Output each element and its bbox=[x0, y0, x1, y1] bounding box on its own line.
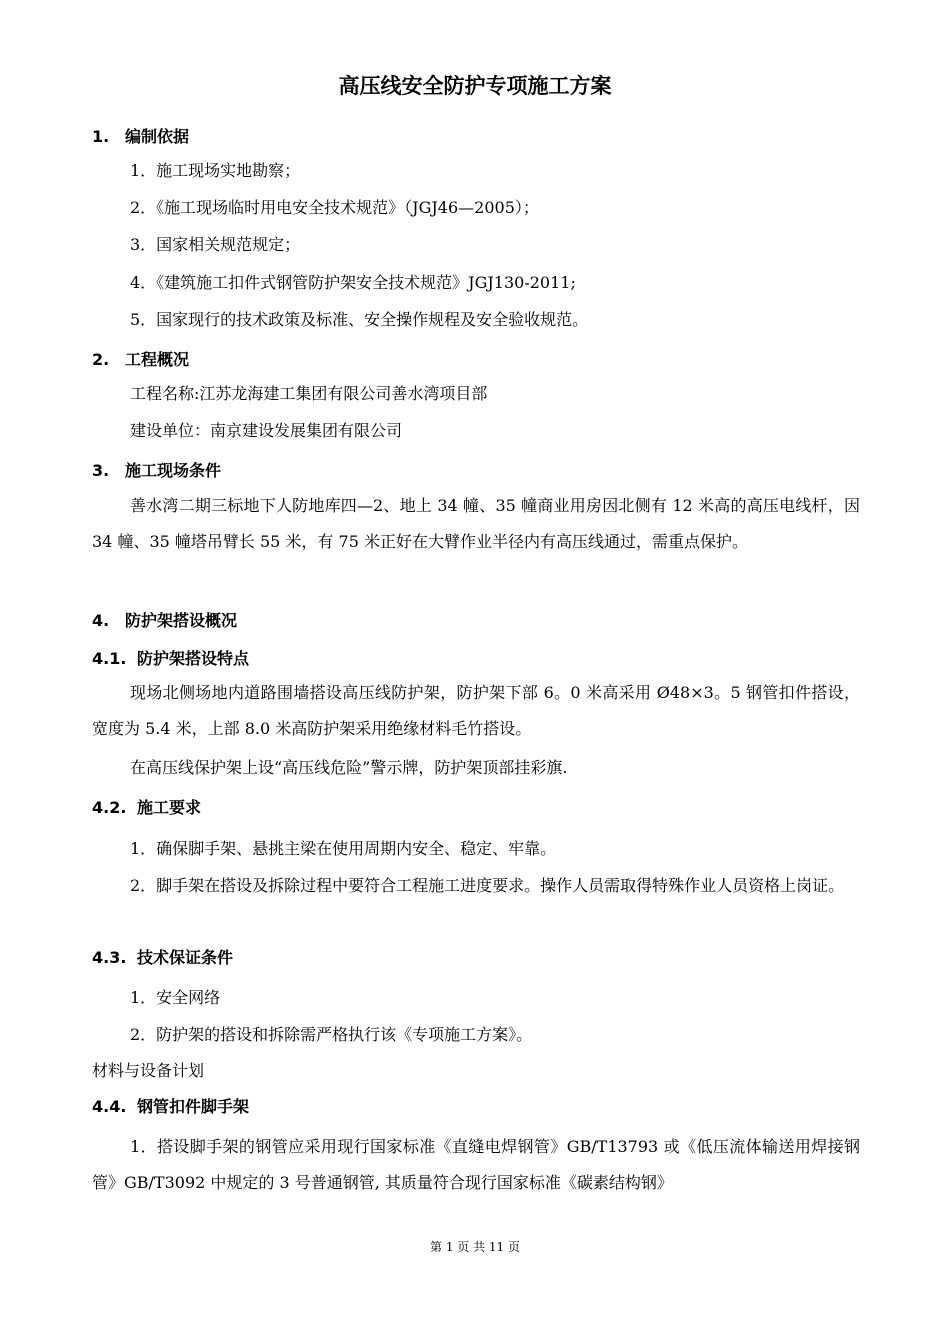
paragraph: 1．搭设脚手架的钢管应采用现行国家标准《直缝电焊钢管》GB/T13793 或《低压流体输送用焊接钢管》GB/T3092 中规定的 3 号普通钢管, 其质量符合现行国家标准《碳素结构钢》 bbox=[92, 1137, 860, 1192]
list-item: 1．确保脚手架、悬挑主梁在使用周期内安全、稳定、牢靠。 bbox=[130, 839, 557, 858]
section-3-heading bbox=[92, 458, 221, 481]
list-item: 3．国家相关规范规定； bbox=[130, 235, 301, 254]
section-4-3-heading bbox=[92, 945, 233, 968]
section-title: 钢管扣件脚手架 bbox=[137, 1097, 250, 1116]
section-title: 防护架搭设概况 bbox=[125, 611, 238, 630]
section-number: 4. bbox=[92, 611, 110, 630]
builder-line: 建设单位：南京建设发展集团有限公司 bbox=[130, 421, 403, 440]
section-4-2-heading bbox=[92, 795, 201, 818]
page-footer: 第 1 页 共 11 页 bbox=[430, 1240, 520, 1254]
section-1-heading bbox=[92, 124, 189, 147]
list-item: 4．《建筑施工扣件式钢管防护架安全技术规范》JGJ130-2011; bbox=[130, 273, 576, 292]
section-title: 施工要求 bbox=[137, 798, 202, 817]
section-number: 4.3. bbox=[92, 948, 127, 967]
section-title: 编制依据 bbox=[125, 127, 190, 146]
section-title: 技术保证条件 bbox=[137, 948, 234, 967]
section-4-1-heading bbox=[92, 646, 249, 669]
section-number: 3. bbox=[92, 461, 110, 480]
plain-text-line: 材料与设备计划 bbox=[92, 1061, 205, 1080]
section-title: 施工现场条件 bbox=[125, 461, 222, 480]
list-item: 1．安全网络 bbox=[130, 988, 221, 1007]
paragraph: 现场北侧场地内道路围墙搭设高压线防护架，防护架下部 6。0 米高采用 Ø48×3。5 钢管扣件搭设，宽度为 5.4 米，上部 8.0 米高防护架采用绝缘材料毛竹搭设。 bbox=[92, 683, 860, 738]
paragraph: 在高压线保护架上设“高压线危险”警示牌，防护架顶部挂彩旗. bbox=[130, 758, 568, 777]
section-number: 4.2. bbox=[92, 798, 127, 817]
section-number: 4.4. bbox=[92, 1097, 127, 1116]
project-name-line: 工程名称:江苏龙海建工集团有限公司善水湾项目部 bbox=[130, 384, 488, 403]
section-number: 4.1. bbox=[92, 649, 127, 668]
section-4-heading bbox=[92, 608, 237, 631]
document-title: 高压线安全防护专项施工方案 bbox=[338, 74, 612, 98]
list-item: 5．国家现行的技术政策及标准、安全操作规程及安全验收规范。 bbox=[130, 310, 589, 329]
section-title: 工程概况 bbox=[125, 350, 190, 369]
list-item: 1．施工现场实地勘察； bbox=[130, 161, 301, 180]
list-item: 2．防护架的搭设和拆除需严格执行该《专项施工方案》。 bbox=[130, 1025, 533, 1044]
section-title: 防护架搭设特点 bbox=[137, 649, 250, 668]
list-item: 2．脚手架在搭设及拆除过程中要符合工程施工进度要求。操作人员需取得特殊作业人员资格上岗证。 bbox=[130, 876, 845, 895]
section-4-4-heading bbox=[92, 1094, 249, 1117]
section-2-heading bbox=[92, 347, 189, 370]
list-item: 2．《施工现场临时用电安全技术规范》（JGJ46—2005）； bbox=[130, 198, 539, 217]
section-number: 2. bbox=[92, 350, 110, 369]
site-conditions-paragraph: 善水湾二期三标地下人防地库四—2、地上 34 幢、35 幢商业用房因北侧有 12 米高的高压电线杆，因 34 幢、35 幢塔吊臂长 55 米，有 75 米正好在大臂作业半径内有高压线通过，需重点保护。 bbox=[92, 496, 860, 551]
section-number: 1. bbox=[92, 127, 110, 146]
